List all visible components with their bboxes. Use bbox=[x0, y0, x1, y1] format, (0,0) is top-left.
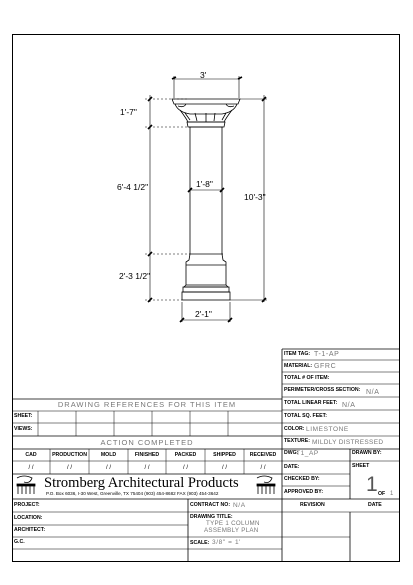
action-col-date: / / bbox=[144, 465, 150, 471]
action-col-date: / / bbox=[221, 465, 227, 471]
action-col-date: / / bbox=[28, 465, 34, 471]
dim-shaft-width: 1'-8" bbox=[196, 179, 213, 189]
references-title: DRAWING REFERENCES FOR THIS ITEM bbox=[57, 400, 237, 409]
location-label: LOCATION: bbox=[14, 515, 43, 521]
dim-total-height: 10'-3" bbox=[244, 192, 266, 202]
capital-astragal bbox=[187, 122, 225, 127]
item-tag-label: ITEM TAG: bbox=[284, 351, 311, 357]
drawn-by-label: DRAWN BY: bbox=[352, 450, 382, 456]
action-col-header: MOLD bbox=[100, 452, 117, 458]
action-title: ACTION COMPLETED bbox=[100, 438, 194, 447]
sheet-label: SHEET bbox=[352, 463, 370, 469]
action-col-header: PACKED bbox=[174, 452, 197, 458]
revision-date-header: DATE bbox=[368, 502, 382, 508]
architect-label: ARCHITECT: bbox=[14, 527, 46, 533]
revision-header: REVISION bbox=[300, 502, 325, 508]
action-col-date: / / bbox=[182, 465, 188, 471]
action-col-header: FINISHED bbox=[134, 452, 160, 458]
texture-label: TEXTURE: bbox=[284, 438, 310, 444]
dim-shaft-height: 6'-4 1/2" bbox=[117, 182, 149, 192]
references-views-label: VIEWS: bbox=[14, 426, 33, 432]
sq-feet-label: TOTAL SQ. FEET: bbox=[284, 413, 327, 419]
project-label: PROJECT: bbox=[14, 502, 40, 508]
action-col-header: PRODUCTION bbox=[52, 452, 87, 458]
base-plinth bbox=[182, 292, 230, 300]
company-name: Stromberg Architectural Products bbox=[44, 475, 239, 491]
texture-value: MILDLY DISTRESSED bbox=[312, 439, 384, 446]
dwg-value: T1_AP bbox=[296, 450, 319, 457]
contract-value: N/A bbox=[233, 502, 246, 509]
drawing-title-label: DRAWING TITLE: bbox=[190, 514, 233, 520]
scale-value: 3/8" = 1' bbox=[212, 539, 242, 546]
color-value: LIMESTONE bbox=[306, 426, 349, 433]
gc-label: G.C. bbox=[14, 539, 25, 545]
references-sheet-label: SHEET: bbox=[14, 413, 33, 419]
date-label: DATE: bbox=[284, 464, 300, 470]
total-items-label: TOTAL # OF ITEM: bbox=[284, 375, 330, 381]
linear-feet-label: TOTAL LINEAR FEET: bbox=[284, 400, 338, 406]
action-col-header: SHIPPED bbox=[213, 452, 236, 458]
checked-by-label: CHECKED BY: bbox=[284, 476, 320, 482]
action-col-header: RECEIVED bbox=[249, 452, 277, 458]
dim-base-width: 2'-1" bbox=[195, 309, 212, 319]
base-torus bbox=[183, 287, 229, 292]
perimeter-value: N/A bbox=[366, 389, 380, 396]
base-upper bbox=[186, 254, 226, 285]
item-tag-value: T-1-AP bbox=[314, 351, 340, 358]
dim-cap-height: 1'-7" bbox=[120, 107, 137, 117]
dim-cap-width: 3' bbox=[200, 70, 207, 80]
drawing-title-line1: TYPE 1 COLUMN bbox=[206, 520, 260, 527]
dim-base-height: 2'-3 1/2" bbox=[119, 271, 151, 281]
company-logo-right bbox=[257, 476, 275, 494]
drawing-title-line2: ASSEMBLY PLAN bbox=[204, 527, 259, 534]
action-col-header: CAD bbox=[25, 452, 37, 458]
material-value: GFRC bbox=[314, 363, 337, 370]
sheet-number: 1 bbox=[366, 473, 378, 496]
dwg-label: DWG: bbox=[284, 450, 299, 456]
sheet-of-label: OF bbox=[378, 491, 386, 497]
action-col-date: / / bbox=[260, 465, 266, 471]
company-logo-left bbox=[17, 476, 35, 494]
color-label: COLOR: bbox=[284, 426, 305, 432]
linear-feet-value: N/A bbox=[342, 402, 356, 409]
action-col-date: / / bbox=[105, 465, 111, 471]
company-address: P.O. Box 6036, I-30 West, Greenville, TX 75404 (903) 454-8682 FAX (903) 454-3642 bbox=[46, 491, 219, 496]
sheet-total: 1 bbox=[390, 491, 394, 497]
capital-abacus bbox=[172, 99, 240, 104]
action-col-date: / / bbox=[66, 465, 72, 471]
perimeter-label: PERIMETER/CROSS SECTION: bbox=[284, 387, 361, 393]
scale-label: SCALE: bbox=[190, 540, 210, 546]
contract-label: CONTRACT NO: bbox=[190, 502, 231, 508]
approved-by-label: APPROVED BY: bbox=[284, 489, 324, 495]
material-label: MATERIAL: bbox=[284, 363, 313, 369]
